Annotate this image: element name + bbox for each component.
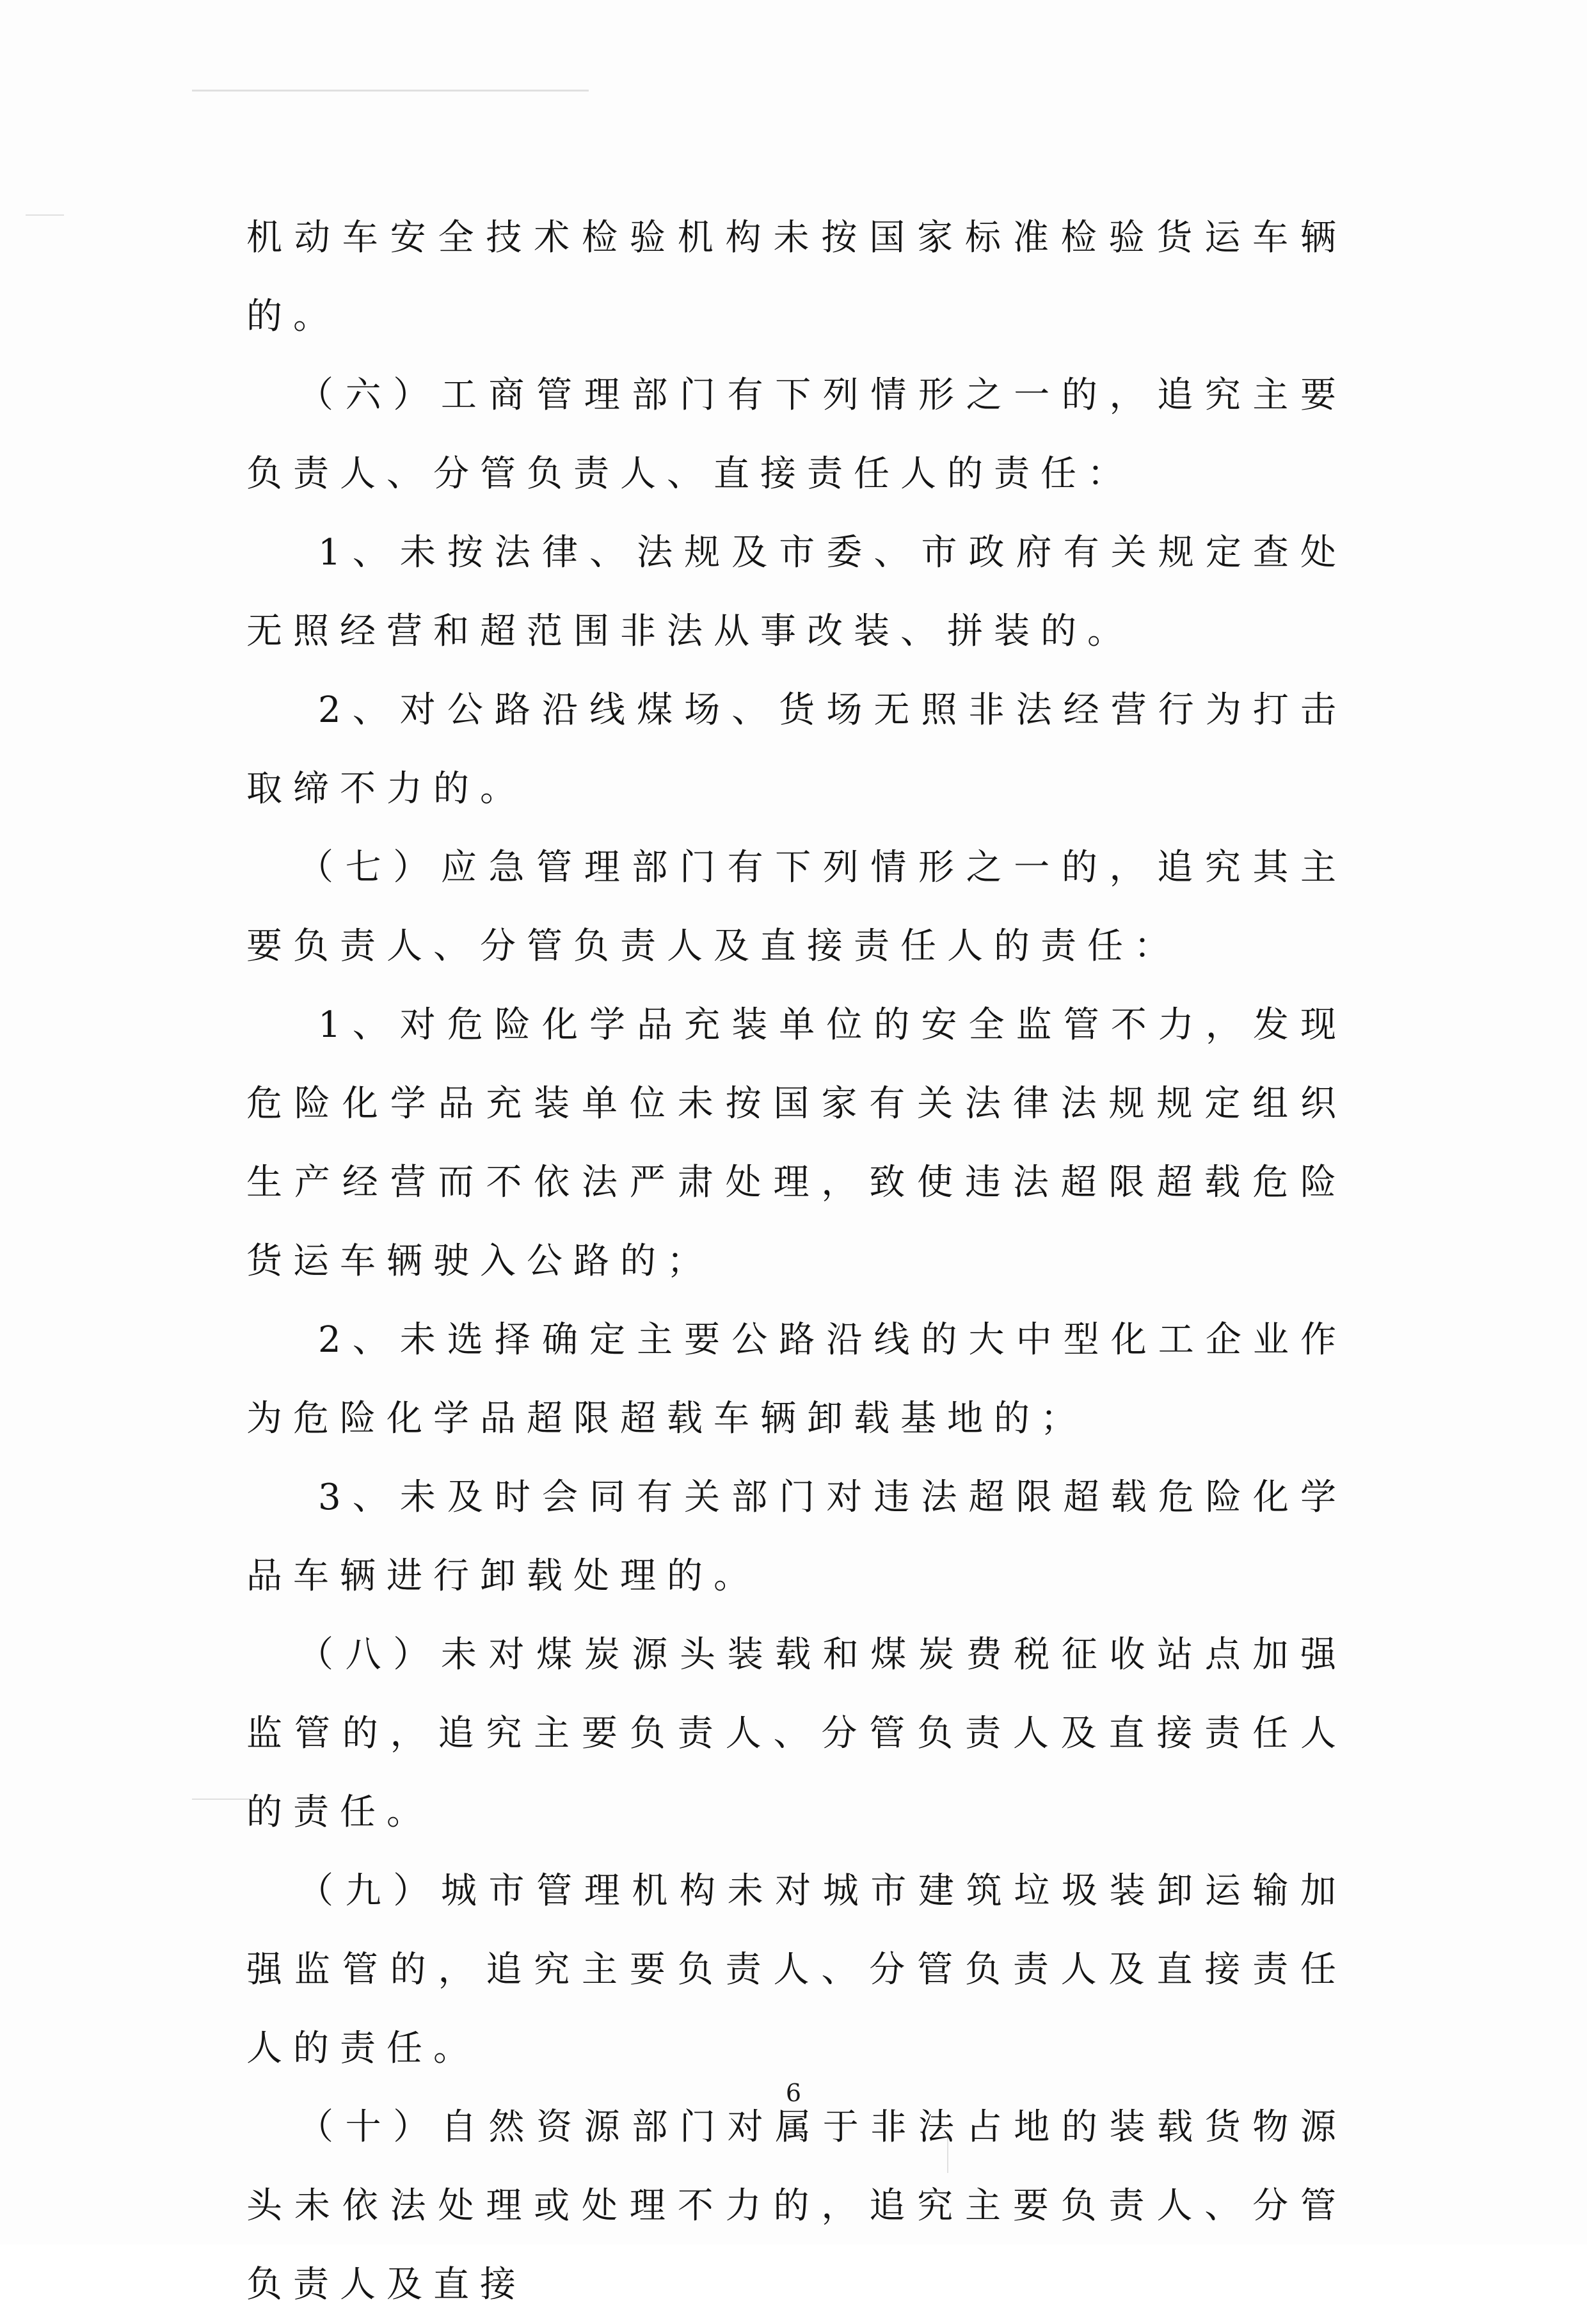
paragraph: （十）自然资源部门对属于非法占地的装载货物源头未依法处理或处理不力的，追究主要负责人、分管负责人及直接 <box>246 2106 1347 2305</box>
paragraph: （六）工商管理部门有下列情形之一的，追究主要负责人、分管负责人、直接责任人的责任： <box>246 374 1347 495</box>
paragraph: 3、未及时会同有关部门对违法超限超载危险化学品车辆进行卸载处理的。 <box>246 1477 1347 1597</box>
paragraph: 机动车安全技术检验机构未按国家标准检验货运车辆的。 <box>246 217 1347 337</box>
paragraph: （八）未对煤炭源头装载和煤炭费税征收站点加强监管的，追究主要负责人、分管负责人及直接责任人的责任。 <box>246 1634 1347 1833</box>
body-text <box>246 198 1347 2324</box>
scan-artifact <box>192 90 589 92</box>
paragraph: 2、未选择确定主要公路沿线的大中型化工企业作为危险化学品超限超载车辆卸载基地的； <box>246 1319 1347 1439</box>
scan-artifact <box>192 1799 250 1800</box>
scan-artifact <box>26 214 64 216</box>
paragraph: 2、对公路沿线煤场、货场无照非法经营行为打击取缔不力的。 <box>246 689 1347 810</box>
page-number: 6 <box>785 2079 802 2107</box>
paragraph: （九）城市管理机构未对城市建筑垃圾装卸运输加强监管的，追究主要负责人、分管负责人及直接责任人的责任。 <box>246 1870 1347 2069</box>
paragraph: 1、未按法律、法规及市委、市政府有关规定查处无照经营和超范围非法从事改装、拼装的。 <box>246 532 1347 652</box>
paragraph: （七）应急管理部门有下列情形之一的，追究其主要负责人、分管负责人及直接责任人的责任： <box>246 847 1347 967</box>
paragraph: 1、对危险化学品充装单位的安全监管不力，发现危险化学品充装单位未按国家有关法律法规规定组织生产经营而不依法严肃处理，致使违法超限超载危险货运车辆驶入公路的； <box>246 1004 1347 1282</box>
